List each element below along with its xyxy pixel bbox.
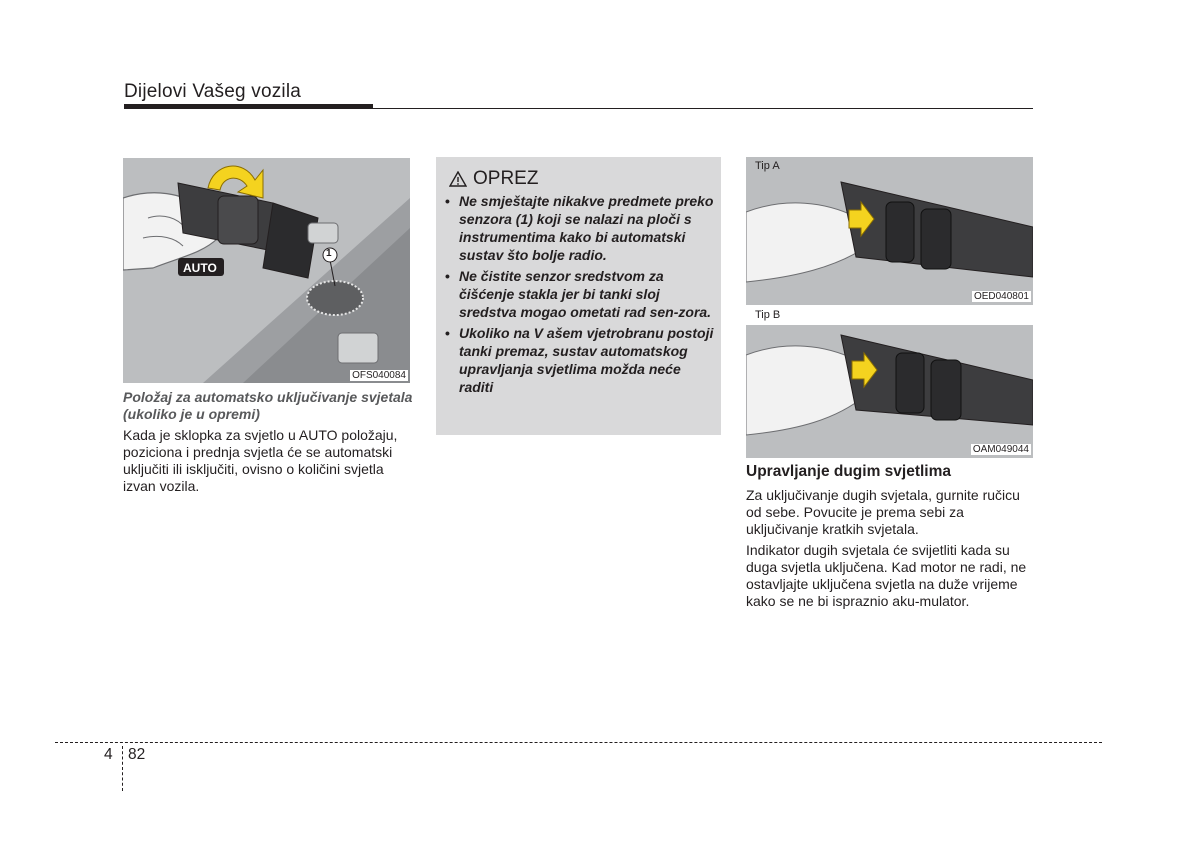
high-beam-paragraph-1: Za uključivanje dugih svjetala, gurnite ručicu od sebe. Povucite je prema sebi za uključivanje kratkih svjetala. xyxy=(746,487,1020,537)
figure-auto-light-switch xyxy=(123,158,410,383)
auto-badge-label: AUTO xyxy=(183,261,217,275)
footer-divider xyxy=(122,746,123,791)
figure-tip-a xyxy=(746,157,1033,305)
tip-b-label-strip xyxy=(746,305,1033,325)
warning-icon xyxy=(449,171,467,187)
high-beam-paragraph-2: Indikator dugih svjetala će svijetliti kada su duga svjetla uključena. Kad motor ne radi, ne ostavljajte uključena svjetla na duže vrijeme kako se ne bi ispraznio aku-mulator. xyxy=(746,542,1027,609)
caution-box xyxy=(436,157,721,435)
caution-item: • Ukoliko na V ašem vjetrobranu postoji tanki premaz, sustav automatskog upravljanja svjetlima možda neće raditi xyxy=(444,324,714,396)
chapter-number: 4 xyxy=(104,746,113,763)
section-heading: Upravljanje dugim svjetlima xyxy=(746,463,952,480)
caution-title: OPREZ xyxy=(473,168,539,189)
tip-b-label: Tip B xyxy=(755,309,781,321)
page-number: 82 xyxy=(128,746,146,763)
headlamp-stalk-tip-a-illustration xyxy=(746,157,1033,305)
caution-item: • Ne smještajte nikakve predmete preko senzora (1) koji se nalazi na ploči s instrumentima kako bi automatski sustav što bolje radio. xyxy=(444,192,714,264)
caution-item: • Ne čistite senzor sredstvom za čišćenje stakla jer bi tanki sloj sredstva mogao ometati rad sen-zora. xyxy=(444,267,714,321)
auto-light-switch-illustration xyxy=(123,158,410,383)
figure-caption: Položaj za automatsko uključivanje svjetala (ukoliko je u opremi) xyxy=(123,389,413,422)
tip-a-code: OED040801 xyxy=(973,291,1029,302)
tip-b-code: OAM049044 xyxy=(972,444,1029,455)
headlamp-stalk-tip-b-illustration xyxy=(746,325,1033,458)
footer-rule xyxy=(55,742,1102,743)
auto-light-paragraph: Kada je sklopka za svjetlo u AUTO položaju, poziciona i prednja svjetla će se automatski uključiti ili isključiti, ovisno o količini svjetla izvan vozila. xyxy=(123,427,398,494)
page-header-title: Dijelovi Vašeg vozila xyxy=(124,81,302,102)
figure-tip-b xyxy=(746,325,1033,458)
caution-list xyxy=(444,192,714,399)
header-rule xyxy=(124,108,1033,109)
figure-code: OFS040084 xyxy=(352,370,406,381)
caution-header xyxy=(449,168,538,190)
sensor-callout-number: 1 xyxy=(326,248,332,259)
tip-a-label: Tip A xyxy=(755,160,780,172)
